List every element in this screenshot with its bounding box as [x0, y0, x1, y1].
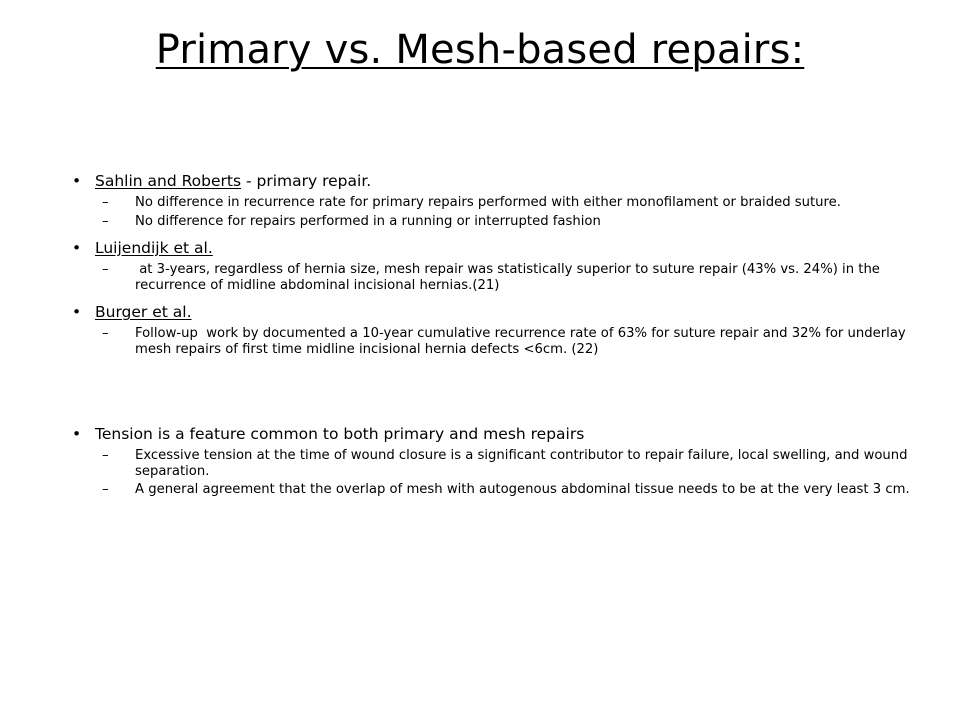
- bullet-burger: [72, 301, 912, 323]
- bullet-text: - primary repair.: [241, 172, 372, 190]
- sub-bullet: – at 3-years, regardless of hernia size, mesh repair was statistically superior to suture repair (43% vs. 24%) in the recurrence of midline abdominal incisional hernias.(21): [72, 262, 912, 293]
- bullet-luijendijk: [72, 237, 912, 259]
- slide-body: [72, 170, 912, 498]
- bullet-author: Burger et al.: [95, 303, 192, 321]
- sub-bullet: – No difference in recurrence rate for primary repairs performed with either monofilament or braided suture.: [72, 195, 912, 211]
- sub-bullet: – Follow-up work by documented a 10-year cumulative recurrence rate of 63% for suture repair and 32% for underlay mesh repairs of first time midline incisional hernia defects <6cm. (22): [72, 326, 912, 357]
- bullet-tension: [72, 423, 912, 445]
- sub-bullet: – No difference for repairs performed in a running or interrupted fashion: [72, 214, 912, 230]
- slide-title: Primary vs. Mesh-based repairs:: [155, 27, 805, 73]
- bullet-author: Sahlin and Roberts: [95, 172, 242, 190]
- sub-bullet: – A general agreement that the overlap of mesh with autogenous abdominal tissue needs to be at the very least 3 cm.: [72, 482, 912, 498]
- bullet-sahlin-roberts: [72, 170, 912, 192]
- bullet-text: Tension is a feature common to both primary and mesh repairs: [95, 425, 585, 443]
- sub-bullet: – Excessive tension at the time of wound closure is a significant contributor to repair failure, local swelling, and wound separation.: [72, 448, 912, 479]
- bullet-author: Luijendijk et al.: [95, 239, 213, 257]
